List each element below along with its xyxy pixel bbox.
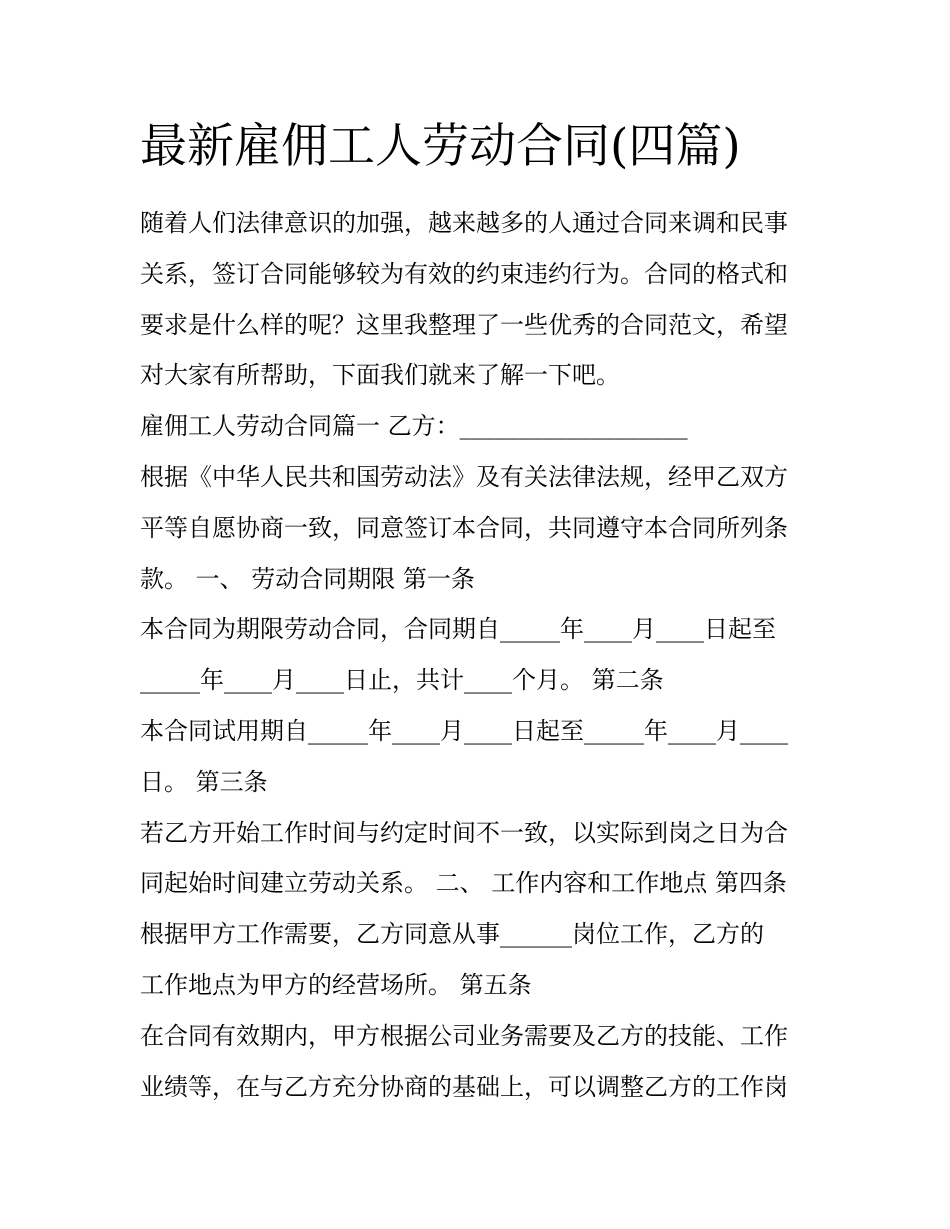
paragraph-line: 本合同为期限劳动合同，合同期自_____年____月____日起至	[140, 615, 776, 644]
paragraph-line: 日。 第三条	[140, 767, 268, 796]
paragraph-line: 本合同试用期自_____年____月____日起至_____年____月____	[140, 716, 788, 745]
document-body	[140, 198, 820, 1112]
paragraph-line: 平等自愿协商一致，同意签订本合同，共同遵守本合同所列条	[140, 513, 788, 542]
paragraph-line: 关系，签订合同能够较为有效的约束违约行为。合同的格式和	[140, 259, 788, 288]
paragraph-line: 对大家有所帮助，下面我们就来了解一下吧。	[140, 361, 620, 390]
paragraph-line: 业绩等，在与乙方充分协商的基础上，可以调整乙方的工作岗	[140, 1072, 788, 1101]
paragraph-line: 工作地点为甲方的经营场所。 第五条	[140, 970, 532, 999]
paragraph-line: 根据甲方工作需要，乙方同意从事______岗位工作，乙方的	[140, 920, 764, 949]
paragraph-line: 在合同有效期内，甲方根据公司业务需要及乙方的技能、工作	[140, 1021, 788, 1050]
paragraph-line: 随着人们法律意识的加强，越来越多的人通过合同来调和民事	[140, 209, 788, 237]
paragraph-line: 雇佣工人劳动合同篇一 乙方：___________________	[140, 412, 688, 441]
paragraph-line: 若乙方开始工作时间与约定时间不一致，以实际到岗之日为合	[140, 818, 788, 847]
paragraph-line: 要求是什么样的呢？这里我整理了一些优秀的合同范文，希望	[140, 310, 788, 339]
paragraph-line: 款。 一、 劳动合同期限 第一条	[140, 564, 475, 593]
paragraph-line: 根据《中华人民共和国劳动法》及有关法律法规，经甲乙双方	[140, 462, 788, 491]
paragraph-line: _____年____月____日止，共计____个月。 第二条	[140, 666, 664, 695]
paragraph-line: 同起始时间建立劳动关系。 二、 工作内容和工作地点 第四条	[140, 869, 787, 898]
document-title: 最新雇佣工人劳动合同(四篇)	[140, 119, 741, 174]
